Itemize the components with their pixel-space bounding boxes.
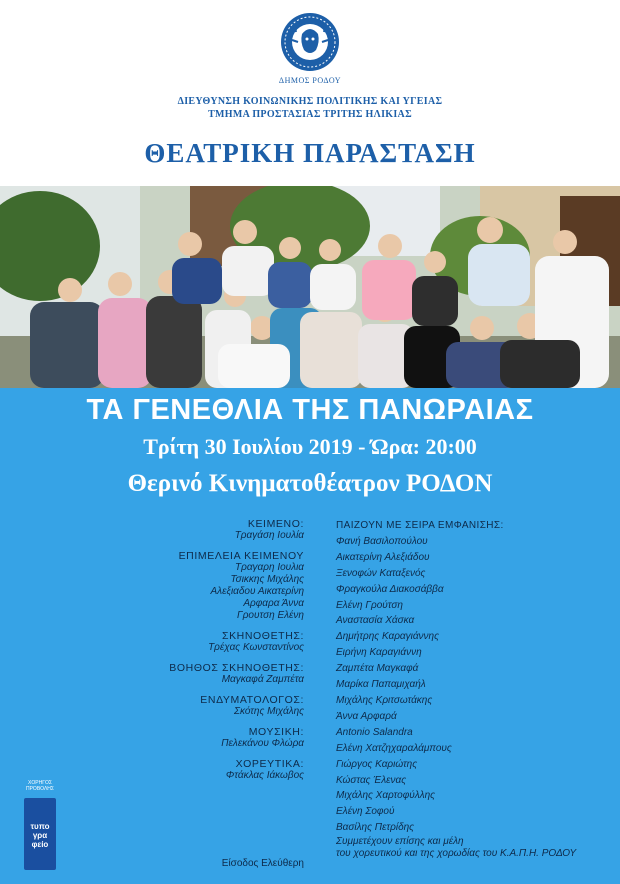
cast-member: Μαρίκα Παπαμιχαήλ	[336, 679, 426, 691]
department-line-1: ΔΙΕΥΘΥΝΣΗ ΚΟΙΝΩΝΙΚΗΣ ΠΟΛΙΤΙΚΗΣ ΚΑΙ ΥΓΕΙΑΣ	[177, 96, 443, 107]
cast-list	[336, 518, 616, 860]
free-entry-note: Είσοδος Ελεύθερη	[221, 858, 304, 869]
cast-member: Μιχάλης Χαρτοφύλλης	[336, 790, 435, 802]
cast-member: Αικατερίνη Αλεξιάδου	[336, 551, 430, 563]
credit-text-editing	[100, 550, 304, 622]
cast-note-line-2: του χορευτικού και της χορωδίας του Κ.Α.Π.Η. ΡΟΔΟΥ	[336, 848, 577, 860]
sponsor-logo	[24, 798, 56, 870]
cast-member: Ζαμπέτα Μαγκαφά	[336, 663, 419, 675]
cast-heading: ΠΑΙΖΟΥΝ ΜΕ ΣΕΙΡΑ ΕΜΦΑΝΙΣΗΣ:	[336, 520, 504, 531]
poster-header	[0, 0, 620, 186]
cast-member: Φανή Βασιλοπούλου	[336, 535, 428, 547]
cast-member: Δημήτρης Καραγιάννης	[336, 631, 439, 643]
credit-text	[100, 518, 304, 542]
credit-role: ΕΝΔΥΜΑΤΟΛΟΓΟΣ:	[200, 694, 304, 706]
credit-choreography	[100, 758, 304, 782]
credit-name: Φτάκλας Ιάκωβος	[225, 770, 304, 781]
cast-member: Βασίλης Πετρίδης	[336, 822, 415, 834]
cast-member: Ειρήνη Καραγιάννη	[336, 647, 422, 659]
credits-list	[100, 518, 304, 790]
credit-name: Πελεκάνου Φλώρα	[221, 738, 304, 749]
credit-role: ΒΟΗΘΟΣ ΣΚΗΝΟΘΕΤΗΣ:	[169, 662, 304, 674]
credit-assistant-director	[100, 662, 304, 686]
cast-member: Ελένη Σοφού	[336, 806, 395, 818]
cast-member: Κώστας Έλενας	[336, 774, 407, 786]
credit-name: Αλεξιαδου Αικατερίνη	[210, 586, 304, 597]
credit-music	[100, 726, 304, 750]
play-title: ΤΑ ΓΕΝΕΘΛΙΑ ΤΗΣ ΠΑΝΩΡΑΙΑΣ	[86, 394, 534, 426]
cast-member: Αναστασία Χάσκα	[336, 615, 415, 627]
sponsor-logo-text-2: γρα	[32, 831, 48, 840]
sponsor-logo-text-3: φείο	[31, 840, 49, 849]
event-venue: Θερινό Κινηματοθέατρον ΡΟΔΟΝ	[127, 470, 493, 497]
credit-name: Τραγάση Ιουλία	[234, 530, 304, 541]
municipality-name: ΔΗΜΟΣ ΡΟΔΟΥ	[278, 76, 342, 85]
cast-member: Ελένη Χατζηχαραλάμπους	[336, 742, 452, 754]
sponsor-label-line-1: ΧΟΡΗΓΟΣ	[28, 780, 52, 786]
cast-member: Μιχάλης Κριτσωτάκης	[336, 694, 433, 706]
credit-name: Αρφαρα Άννα	[243, 598, 304, 609]
municipality-logo-icon	[280, 12, 340, 72]
credit-costume	[100, 694, 304, 718]
credit-director	[100, 630, 304, 654]
cast-member: Φραγκούλα Διακοσάββα	[336, 583, 444, 595]
credit-role: ΜΟΥΣΙΚΗ:	[248, 726, 304, 738]
credit-name: Τραγαρη Ιουλια	[235, 562, 304, 573]
sponsor-label	[22, 780, 58, 792]
cast-note-line-1: Συμμετέχουν επίσης και μέλη	[336, 836, 464, 848]
credit-role: ΕΠΙΜΕΛΕΙΑ ΚΕΙΜΕΝΟΥ	[178, 550, 304, 562]
cast-member: Ελένη Γρούτση	[336, 599, 403, 611]
sponsor-logo-text	[24, 822, 56, 849]
credit-role: ΧΟΡΕΥΤΙΚΑ:	[235, 758, 304, 770]
credit-name: Τρέχας Κωνσταντίνος	[208, 642, 304, 653]
department-line-2: ΤΜΗΜΑ ΠΡΟΣΤΑΣΙΑΣ ΤΡΙΤΗΣ ΗΛΙΚΙΑΣ	[208, 109, 412, 120]
group-photo-image	[0, 186, 620, 388]
sponsor-logo-text-1: τυπο	[30, 822, 50, 831]
credit-name: Γρουτση Ελένη	[237, 610, 304, 621]
event-datetime: Τρίτη 30 Ιουλίου 2019 - Ώρα: 20:00	[143, 434, 477, 459]
cast-member: Άννα Αρφαρά	[336, 710, 397, 722]
credit-name: Σκότης Μιχάλης	[233, 706, 304, 717]
credit-name: Μαγκαφά Ζαμπέτα	[221, 674, 304, 685]
cast-member: Ξενοφών Καταξενός	[336, 567, 426, 579]
group-photo	[0, 186, 620, 388]
cast-member: Antonio Salandra	[336, 726, 413, 738]
cast-member: Γιώργος Καριώτης	[336, 758, 418, 770]
credit-name: Τσικκης Μιχάλης	[230, 574, 304, 585]
sponsor-label-line-2: ΠΡΟΒΟΛΗΣ	[25, 786, 54, 792]
credit-role: ΣΚΗΝΟΘΕΤΗΣ:	[221, 630, 304, 642]
event-type-heading: ΘΕΑΤΡΙΚΗ ΠΑΡΑΣΤΑΣΗ	[144, 138, 476, 168]
credit-role: ΚΕΙΜΕΝΟ:	[247, 518, 304, 530]
